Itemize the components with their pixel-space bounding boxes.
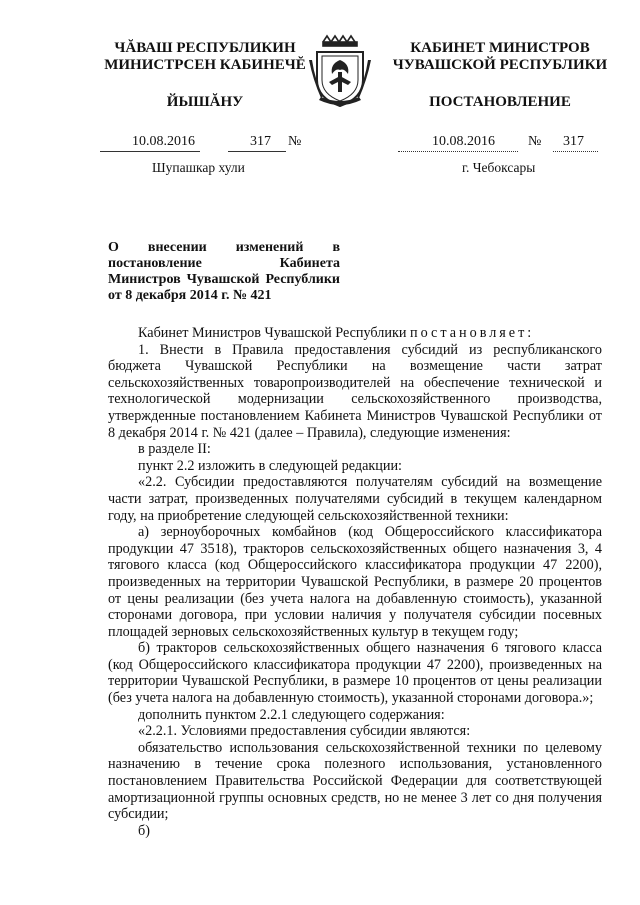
date-number-line-right: [398, 136, 603, 152]
body-paragraph: «2.2. Субсидии предоставляются получателям субсидий на возмещение части затрат, произведенных получателями субсидий в текущем календарном году, на приобретение следующей сельскохозяйственной техники:: [108, 474, 602, 524]
number-sign-left: №: [288, 134, 302, 149]
doc-date-left: 10.08.2016: [132, 134, 195, 149]
doc-number-left: 317: [250, 134, 271, 149]
body-paragraph: в разделе II:: [138, 441, 211, 458]
header-right: [390, 40, 610, 111]
place-left: Шупашкар хули: [152, 160, 245, 175]
body-paragraph: б): [138, 822, 150, 839]
preamble-lead: Кабинет Министров Чувашской Республики: [138, 325, 407, 341]
header-right-line2: ЧУВАШСКОЙ РЕСПУБЛИКИ: [392, 57, 608, 73]
number-sign-right: №: [528, 134, 542, 149]
header-right-line1: КАБИНЕТ МИНИСТРОВ: [410, 40, 590, 56]
body-paragraph: «2.2.1. Условиями предоставления субсидии являются:: [138, 723, 471, 740]
doc-number-right: 317: [563, 134, 584, 149]
body-paragraph: дополнить пунктом 2.2.1 следующего содержания:: [138, 706, 445, 723]
place-right: г. Чебоксары: [462, 160, 536, 175]
header-left-doc-kind: ЙЫШĂНУ: [166, 94, 244, 110]
header-left: [100, 40, 310, 111]
header-left-line1: ЧĂВАШ РЕСПУБЛИКИН: [114, 40, 296, 56]
body-paragraph: обязательство использования сельскохозяйственной техники по целевому назначению в течение срока полезного использования, установленного постановлением Правительства Российской Федерации для соответствующей амортизационной группы основных средств, но не менее 3 лет со дня получения субсидии;: [108, 739, 602, 823]
header-left-line2: МИНИСТРСЕН КАБИНЕЧĔ: [104, 57, 306, 73]
preamble-paragraph: [108, 325, 602, 342]
chuvash-coat-of-arms-icon: [305, 30, 375, 110]
header-right-doc-kind: ПОСТАНОВЛЕНИЕ: [429, 94, 571, 110]
preamble-verb: постановляет:: [410, 325, 535, 341]
body-paragraph: пункт 2.2 изложить в следующей редакции:: [138, 457, 402, 474]
document-body: [108, 325, 602, 839]
doc-date-right: 10.08.2016: [432, 134, 495, 149]
body-paragraph: б) тракторов сельскохозяйственных общего назначения 6 тягового класса (код Общероссийского классификатора продукции 47 2200), произведенных на территории Чувашской Республики, в размере 10 процентов от цены реализации (без учета налога на добавленную стоимость), указанной сторонами договора.»;: [108, 640, 602, 707]
date-number-line-left: [100, 136, 320, 152]
body-paragraph: а) зерноуборочных комбайнов (код Общероссийского классификатора продукции 47 3518), тракторов сельскохозяйственных общего назначения 3, 4 тягового класса (код Общероссийского классификатора продукции 47 2200), произведенных на территории Чувашской Республики, в размере 20 процентов от цены реализации (без учета налога на добавленную стоимость), указанной сторонами договора, при условии наличия у получателя субсидии посевных площадей зерновых сельскохозяйственных культур в текущем году;: [108, 524, 602, 640]
document-subject: О внесении изменений в постановление Кабинета Министров Чувашской Республики от 8 декабря 2014 г. № 421: [108, 240, 340, 303]
body-paragraph: 1. Внести в Правила предоставления субсидий из республиканского бюджета Чувашской Республики на возмещение части затрат сельскохозяйственных товаропроизводителей на обеспечение технической и технологической модернизации сельскохозяйственного производства, утвержденные постановлением Кабинета Министров Чувашской Республики от 8 декабря 2014 г. № 421 (далее – Правила), следующие изменения:: [108, 341, 602, 441]
